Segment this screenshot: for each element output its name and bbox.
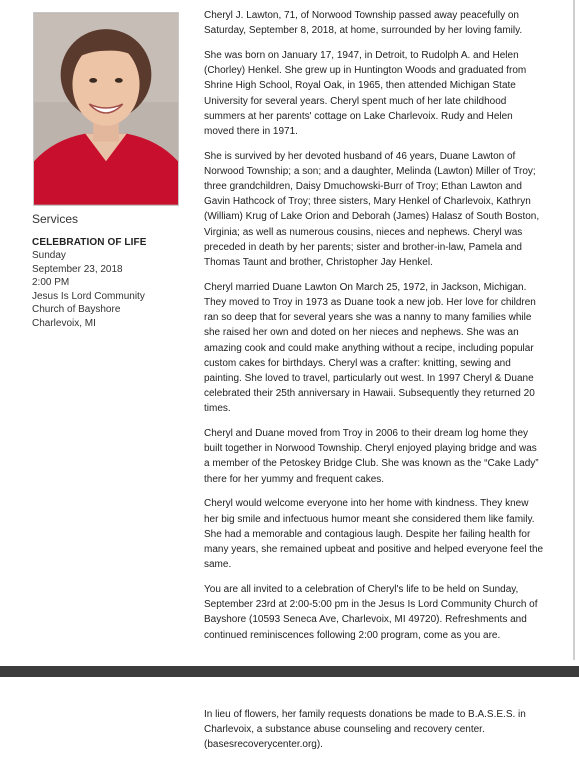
obituary-paragraph: You are all invited to a celebration of Cheryl's life to be held on Sunday, September 23rd at 2:00-5:00 pm in the Jesus Is Lord Community Church of Bayshore (10593 Seneca Ave, Charlevoix, MI 49720). Refreshments and continued reminiscences following 2:00 program, come as you are.	[204, 583, 538, 641]
event-day: Sunday	[32, 250, 66, 261]
event-date: September 23, 2018	[32, 263, 123, 275]
event-time: 2:00 PM	[32, 277, 70, 288]
event-title: CELEBRATION OF LIFE	[32, 237, 147, 248]
portrait-photo	[33, 12, 179, 206]
portrait-image	[34, 13, 178, 205]
obituary-paragraph: Cheryl and Duane moved from Troy in 2006 to their dream log home they built together in Norwood Township. Cheryl enjoyed playing bridge and was a member of the Petoskey Bridge Club. She was known as the “Cake Lady” there for her yummy and frequent cakes.	[204, 428, 539, 485]
obituary-paragraph: Cheryl would welcome everyone into her home with kindness. They knew her big smile and infectuous humor meant she considered them like family. She had a memorable and contagious laugh. Despite her failing health for many years, she remained upbeat and positive and helped everyone feel the same.	[204, 498, 544, 571]
event-venue: Jesus Is Lord Community	[32, 290, 145, 302]
event-venue-cont: Church of Bayshore	[32, 304, 121, 315]
services-sidebar	[32, 212, 192, 330]
event-location: Charlevoix, MI	[32, 317, 96, 329]
obituary-paragraph: Cheryl J. Lawton, 71, of Norwood Township passed away peacefully on Saturday, September 8, 2018, at home, surrounded by her loving family.	[204, 10, 523, 37]
obituary-paragraph: Cheryl married Duane Lawton On March 25, 1972, in Jackson, Michigan. They moved to Troy in 1973 as Duane took a new job. Her love for children ran so deep that for several years she was a nanny to many families while she raised her own and doted on her nieces and nephews. She was an amazing cook and could make anything without a recipe, including popular custom cakes for birthdays. Cheryl was a crafter: knitting, sewing and painting. She loved to travel, particularly out west. In 1997 Cheryl & Duane celebrated their 25th anniversary in Hawaii. Subsequently they returned 20 times.	[204, 281, 536, 415]
obituary-paragraph: She was born on January 17, 1947, in Detroit, to Rudolph A. and Helen (Chorley) Henkel. She grew up in Huntington Woods and graduated from Shrine High School, Royal Oak, in 1965, then attended Michigan State University for several years. Cheryl spent much of her late childhood summers at her parents' cottage on Lake Charlevoix. Rudy and Helen moved there in 1971.	[204, 49, 527, 137]
obituary-text	[204, 8, 544, 652]
services-heading: Services	[32, 212, 79, 226]
section-divider	[0, 666, 579, 677]
obituary-paragraph: She is survived by her devoted husband of 46 years, Duane Lawton of Norwood Township; a son; and a daughter, Melinda (Lawton) Miller of Troy; three grandchildren, Daisy Dmuchowski-Burr of Troy; Ethan Lawton and Gavin Hathcock of Troy; three sisters, Mary Henkel of Charlevoix, Kathryn (William) Krug of Lake Orion and Deborah (James) Halasz of South Boston, Virginia; as well as numerous cousins, nieces and nephews. Cheryl was preceded in death by her parents; sister and brother-in-law, Pamela and Thomas Taunt and brother, Christopher Jay Henkel.	[204, 150, 540, 269]
donation-note: In lieu of flowers, her family requests donations be made to B.A.S.E.S. in Charlevoix, a substance abuse counseling and recovery center. (basesrecoverycenter.org).	[204, 709, 526, 751]
